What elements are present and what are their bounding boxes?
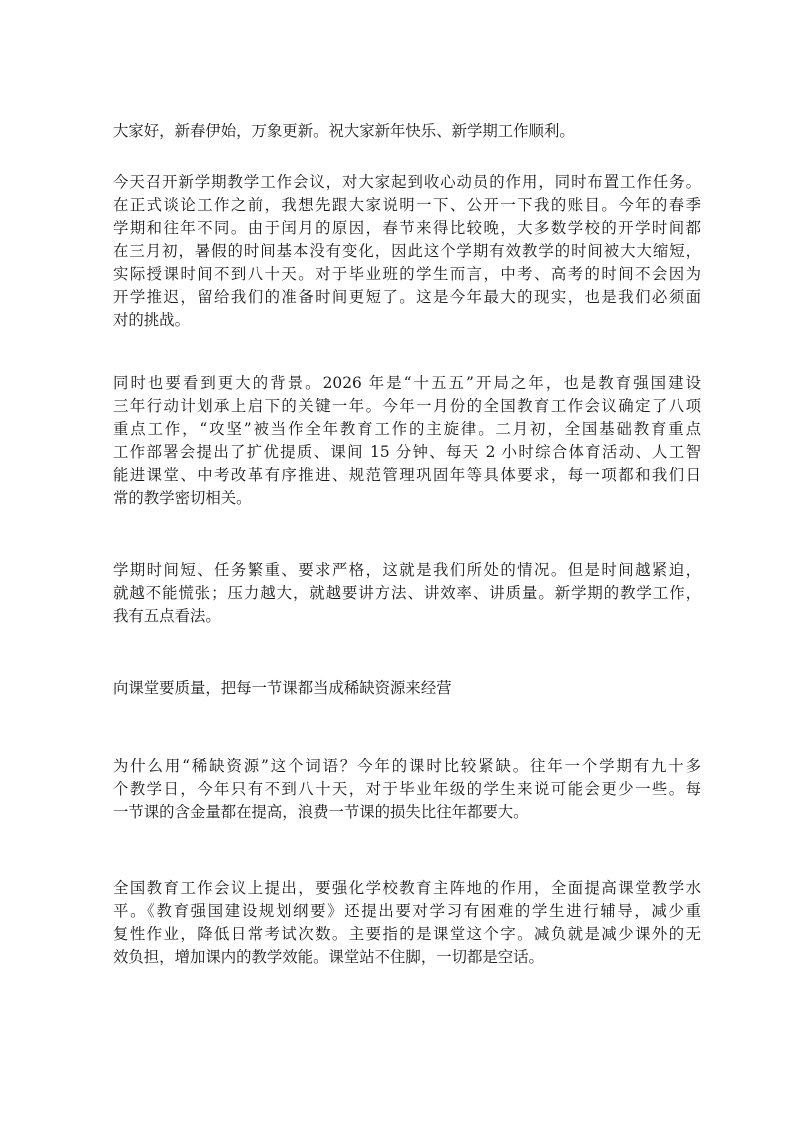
text-line: 学期时间短、任务繁重、要求严格，这就是我们所处的情况。但是时间越紧迫， (113, 561, 701, 579)
body-paragraph (113, 755, 701, 824)
text-line: 向课堂要质量，把每一节课都当成稀缺资源来经营 (113, 679, 452, 697)
text-line: 学期和往年不同。由于闰月的原因，春节来得比较晚，大多数学校的开学时间都 (113, 219, 701, 237)
text-line: 个教学日，今年只有不到八十天，对于毕业年级的学生来说可能会更少一些。每 (113, 780, 701, 798)
text-line: 我有五点看法。 (113, 607, 221, 625)
text-line: 重点工作，“攻坚”被当作全年教育工作的主旋律。二月初，全国基础教育重点 (113, 420, 701, 438)
text-line: 常的教学密切相关。 (113, 489, 252, 507)
text-line: 复性作业，降低日常考试次数。主要指的是课堂这个字。减负就是减少课外的无 (113, 925, 701, 943)
text-line: 效负担，增加课内的教学效能。课堂站不住脚，一切都是空话。 (113, 948, 544, 966)
body-paragraph (113, 877, 701, 969)
text-line: 在正式谈论工作之前，我想先跟大家说明一下、公开一下我的账目。今年的春季 (113, 196, 701, 214)
text-line: 能进课堂、中考改革有序推进、规范管理巩固年等具体要求，每一项都和我们日 (113, 466, 701, 484)
section-heading (113, 677, 701, 700)
text-line: 实际授课时间不到八十天。对于毕业班的学生而言，中考、高考的时间不会因为 (113, 265, 701, 283)
greeting-paragraph (113, 120, 701, 143)
body-paragraph (113, 559, 701, 628)
text-line: 平。《教育强国建设规划纲要》还提出要对学习有困难的学生进行辅导，减少重 (113, 902, 701, 920)
text-line: 开学推迟，留给我们的准备时间更短了。这是今年最大的现实，也是我们必须面 (113, 288, 701, 306)
text-line: 工作部署会提出了扩优提质、课间 15 分钟、每天 2 小时综合体育活动、人工智 (113, 443, 701, 461)
text-line: 三年行动计划承上启下的关键一年。今年一月份的全国教育工作会议确定了八项 (113, 397, 701, 415)
text-line: 大家好，新春伊始，万象更新。祝大家新年快乐、新学期工作顺利。 (113, 122, 575, 140)
text-line: 全国教育工作会议上提出，要强化学校教育主阵地的作用，全面提高课堂教学水 (113, 879, 701, 897)
text-line: 对的挑战。 (113, 311, 190, 329)
text-line: 在三月初，暑假的时间基本没有变化，因此这个学期有效教学的时间被大大缩短， (113, 242, 701, 260)
text-line: 同时也要看到更大的背景。2026 年是“十五五”开局之年，也是教育强国建设 (113, 374, 701, 392)
body-paragraph (113, 372, 701, 510)
text-line: 就越不能慌张；压力越大，就越要讲方法、讲效率、讲质量。新学期的教学工作， (113, 584, 701, 602)
text-line: 今天召开新学期教学工作会议，对大家起到收心动员的作用，同时布置工作任务。 (113, 173, 701, 191)
body-paragraph (113, 171, 701, 332)
text-line: 为什么用“稀缺资源”这个词语？今年的课时比较紧缺。往年一个学期有九十多 (113, 757, 701, 775)
text-line: 一节课的含金量都在提高，浪费一节课的损失比往年都要大。 (113, 803, 529, 821)
